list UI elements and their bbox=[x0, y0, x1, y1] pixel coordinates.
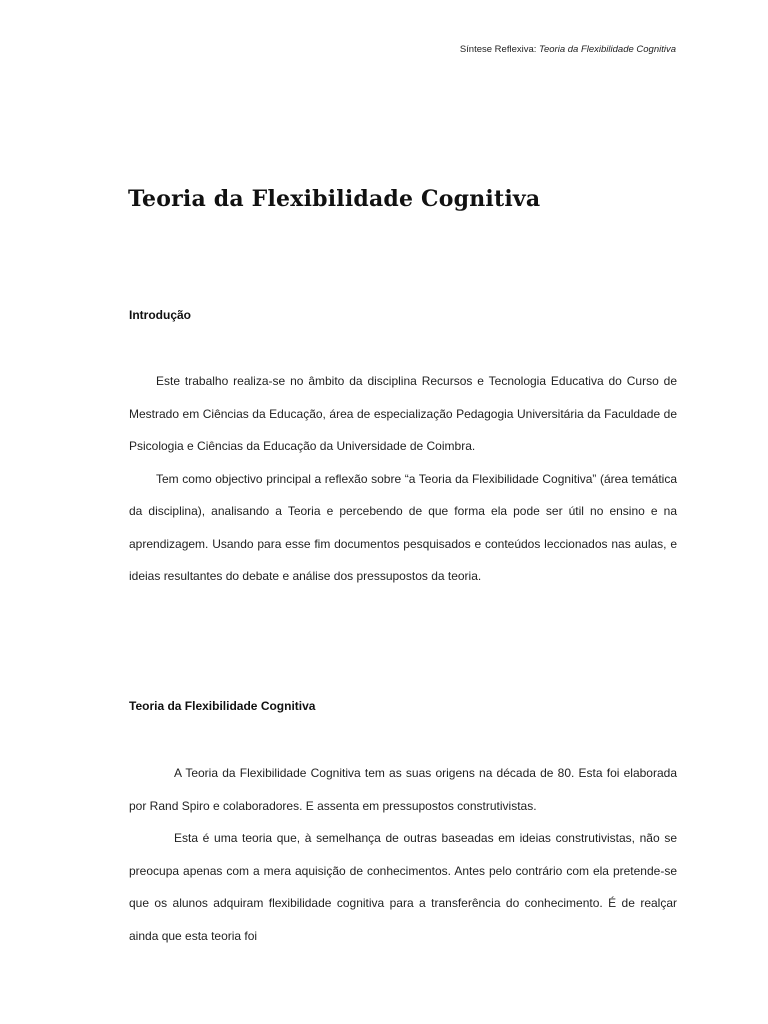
running-header-label: Síntese Reflexiva: bbox=[459, 44, 537, 55]
document-title: Teoria da Flexibilidade Cognitiva bbox=[128, 186, 541, 212]
section-heading-introducao: Introdução bbox=[129, 308, 191, 322]
teoria-body bbox=[129, 757, 677, 952]
paragraph: Esta é uma teoria que, à semelhança de outras baseadas em ideias construtivistas, não se preocupa apenas com a mera aquisição de conhecimentos. Antes pelo contrário com ela pretende-se que os alunos adquiram flexibilidade cognitiva para a transferência do conhecimento. É de realçar ainda que esta teoria foi bbox=[129, 831, 677, 943]
paragraph: Este trabalho realiza-se no âmbito da disciplina Recursos e Tecnologia Educativa do Curso de Mestrado em Ciências da Educação, área de especialização Pedagogia Universitária da Faculdade de Psicologia e Ciências da Educação da Universidade de Coimbra. bbox=[129, 374, 677, 453]
paragraph: A Teoria da Flexibilidade Cognitiva tem as suas origens na década de 80. Esta foi elaborada por Rand Spiro e colaboradores. E assenta em pressupostos construtivistas. bbox=[129, 766, 677, 813]
running-header-title: Teoria da Flexibilidade Cognitiva bbox=[539, 44, 676, 55]
section-heading-teoria: Teoria da Flexibilidade Cognitiva bbox=[129, 699, 316, 713]
introducao-body bbox=[129, 365, 677, 593]
paragraph: Tem como objectivo principal a reflexão sobre “a Teoria da Flexibilidade Cognitiva” (área temática da disciplina), analisando a Teoria e percebendo de que forma ela pode ser útil no ensino e na aprendizagem. Usando para esse fim documentos pesquisados e conteúdos leccionados nas aulas, e ideias resultantes do debate e análise dos pressupostos da teoria. bbox=[129, 471, 677, 583]
running-header bbox=[460, 44, 676, 55]
